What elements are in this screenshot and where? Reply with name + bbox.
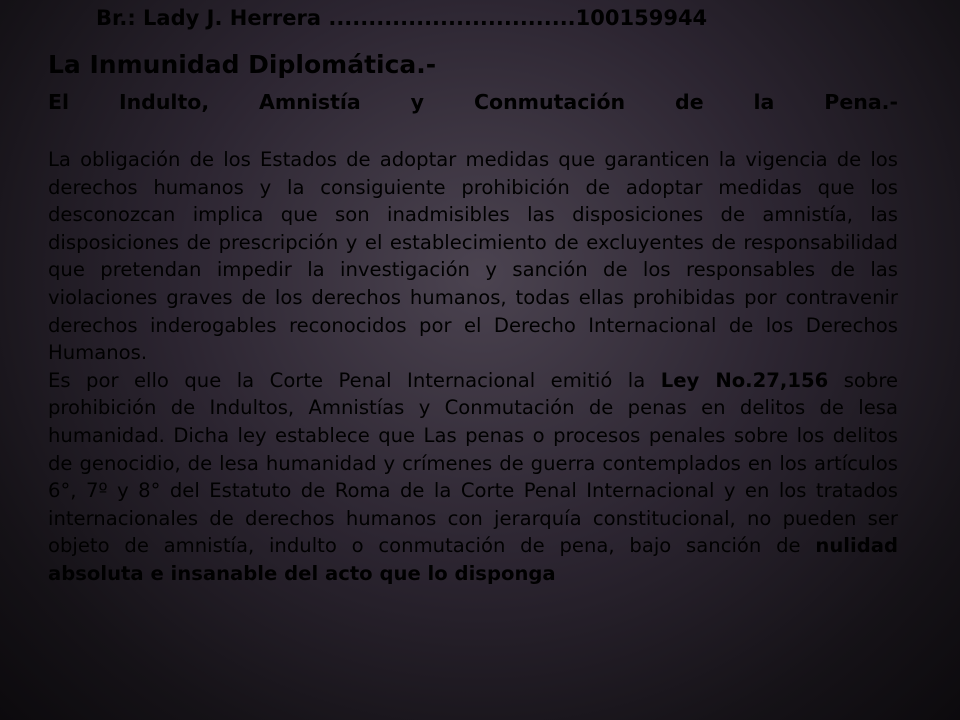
paragraph-law-intro: Es por ello que la Corte Penal Internacional emitió la bbox=[48, 368, 661, 392]
subtitle-word: El bbox=[48, 90, 70, 114]
paragraph-law bbox=[48, 367, 898, 588]
subtitle-word: Pena.- bbox=[824, 90, 898, 114]
subtitle-word: de bbox=[675, 90, 704, 114]
author-line: Br.: Lady J. Herrera ...............................100159944 bbox=[96, 6, 708, 30]
subtitle-word: y bbox=[410, 90, 425, 114]
subtitle-word: Indulto, bbox=[118, 90, 210, 114]
paragraph-law-middle: sobre prohibición de Indultos, Amnistías y Conmutación de penas en delitos de lesa humanidad. Dicha ley establece que Las penas o procesos penales sobre los delitos de genocidio, de lesa humanidad y crímenes de guerra contemplados en los artículos 6°, 7º y 8° del Estatuto de Roma de la Corte Penal Internacional y en los tratados internacionales de derechos humanos con jerarquía constitucional, no pueden ser objeto de amnistía, indulto o conmutación de pena, bajo sanción de bbox=[48, 368, 899, 558]
slide-subtitle bbox=[48, 90, 898, 114]
subtitle-word: Amnistía bbox=[259, 90, 361, 114]
subtitle-word: Conmutación bbox=[473, 90, 626, 114]
slide-title: La Inmunidad Diplomática.- bbox=[48, 50, 437, 79]
sanction-text: nulidad absoluta e insanable del acto que lo disponga bbox=[48, 534, 898, 585]
subtitle-word: la bbox=[753, 90, 775, 114]
body-text bbox=[48, 146, 898, 588]
paragraph-obligation: La obligación de los Estados de adoptar medidas que garanticen la vigencia de los derechos humanos y la consiguiente prohibición de adoptar medidas que los desconozcan implica que son inadmisibles las disposiciones de amnistía, las disposiciones de prescripción y el establecimiento de excluyentes de responsabilidad que pretendan impedir la investigación y sanción de los responsables de las violaciones graves de los derechos humanos, todas ellas prohibidas por contravenir derechos inderogables reconocidos por el Derecho Internacional de los Derechos Humanos. bbox=[48, 148, 898, 365]
law-reference: Ley No.27,156 bbox=[660, 368, 829, 392]
